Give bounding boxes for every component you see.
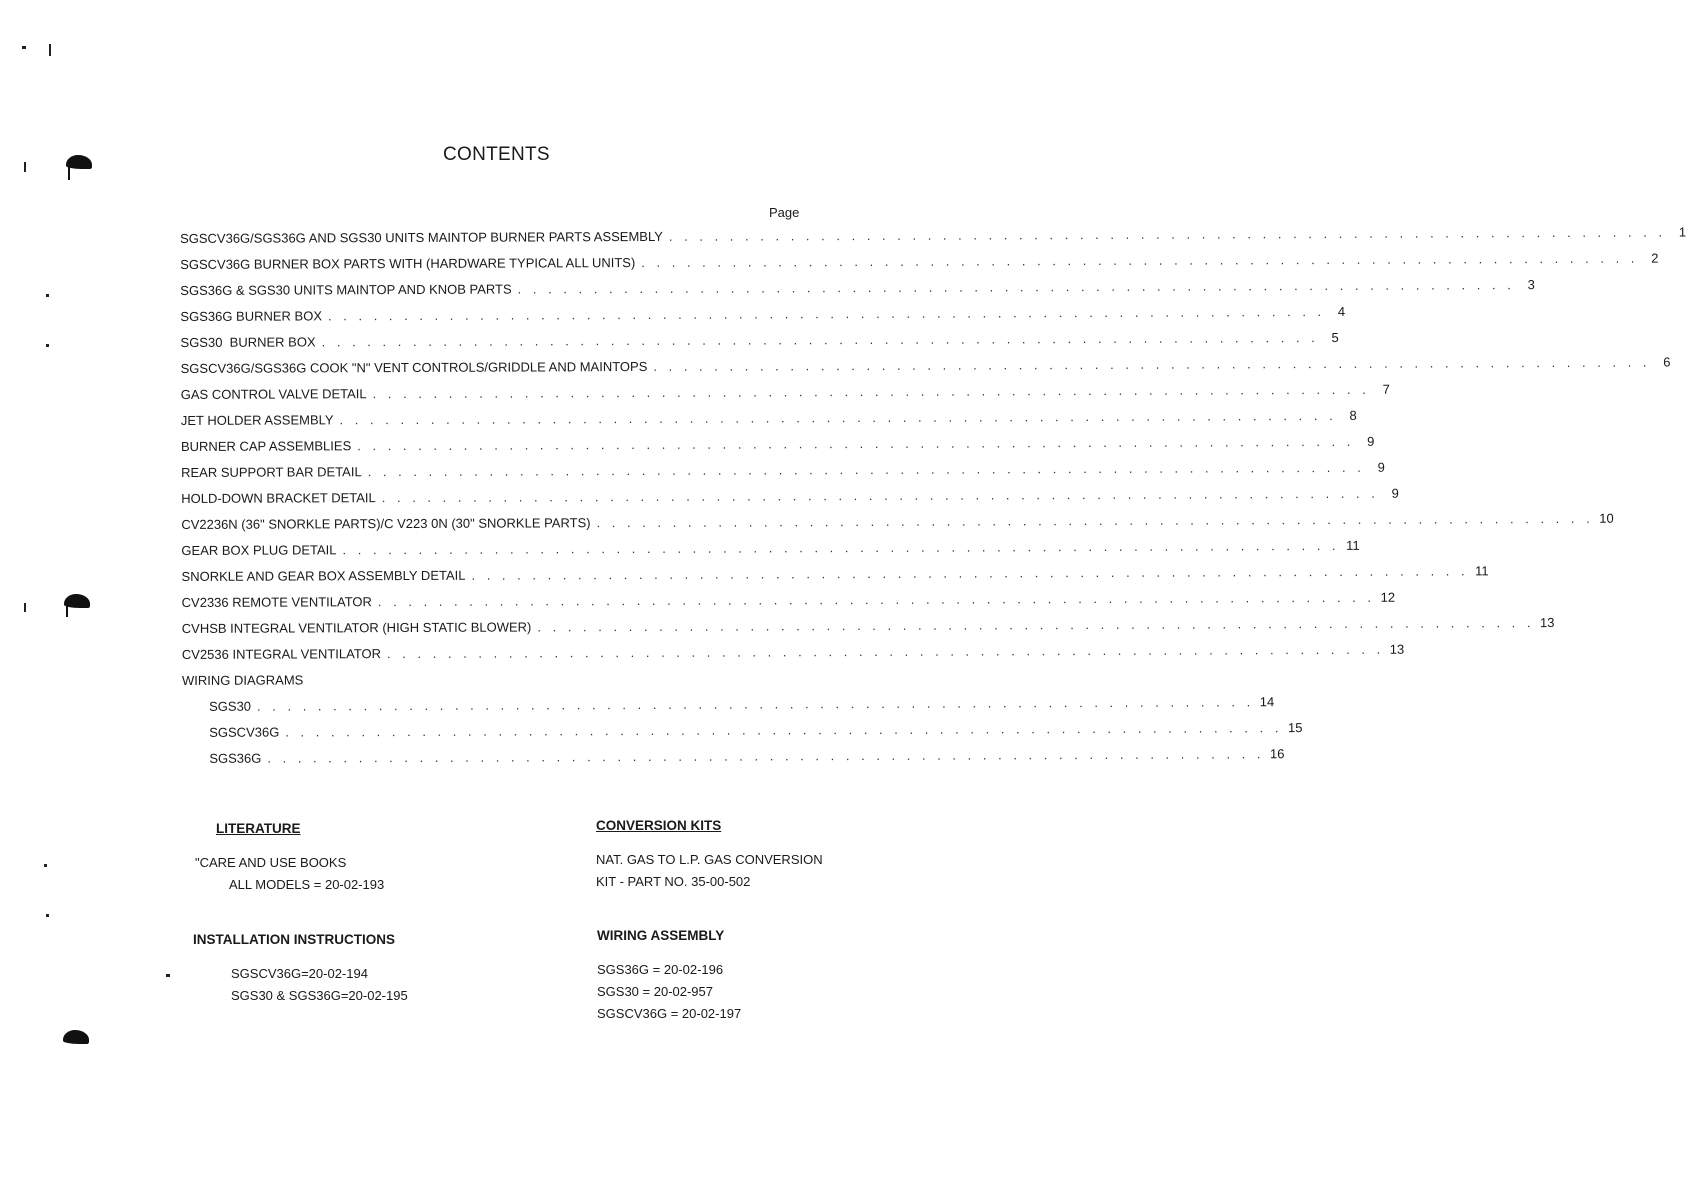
installation-line: SGS30 & SGS36G=20-02-195 bbox=[231, 988, 408, 1003]
binder-hole-mark bbox=[63, 1030, 89, 1044]
scan-mark bbox=[46, 914, 49, 917]
toc-entry-label: CV2336 REMOTE VENTILATOR bbox=[181, 594, 372, 610]
scan-mark bbox=[22, 46, 26, 49]
toc-entry-label: SGS30 BURNER BOX bbox=[180, 334, 316, 350]
toc-entry-label: SGS36G bbox=[209, 750, 262, 766]
toc-entry bbox=[181, 535, 1360, 564]
toc-entry-page: 5 bbox=[1331, 329, 1339, 345]
toc-entry bbox=[180, 431, 1375, 460]
toc-leader-dots: . . . . . . . . . . . . . . . . . . . . . . . . . . . . . . . . . . . . . . . . . . . . . . . . . . . . . . . . . . . . . . . . . . bbox=[256, 694, 1255, 714]
literature-line: "CARE AND USE BOOKS bbox=[195, 855, 347, 870]
toc-entry-label: SNORKLE AND GEAR BOX ASSEMBLY DETAIL bbox=[181, 567, 466, 584]
toc-leader-dots: . . . . . . . . . . . . . . . . . . . . . . . . . . . . . . . . . . . . . . . . . . . . . . . . . . . . . . . . . . . . . . . . . . bbox=[321, 330, 1319, 350]
toc-entry bbox=[180, 405, 1357, 434]
binder-hole-mark bbox=[66, 603, 68, 617]
scan-mark bbox=[166, 974, 170, 977]
toc-entry bbox=[180, 379, 1390, 408]
toc-entry bbox=[180, 275, 1535, 304]
table-of-contents bbox=[180, 223, 1687, 772]
toc-entry-label: SGSCV36G/SGS36G COOK "N" VENT CONTROLS/GRIDDLE AND MAINTOPS bbox=[180, 358, 648, 376]
scan-mark bbox=[46, 344, 49, 347]
toc-entry-page: 1 bbox=[1678, 224, 1687, 240]
toc-entry-label: CV2536 INTEGRAL VENTILATOR bbox=[181, 646, 382, 662]
toc-entry-page: 9 bbox=[1377, 459, 1385, 475]
toc-entry-page: 2 bbox=[1651, 250, 1659, 266]
scan-mark bbox=[24, 162, 26, 172]
toc-entry-page: 16 bbox=[1269, 746, 1285, 762]
installation-section bbox=[193, 929, 408, 1007]
toc-entry-label: SGSCV36G/SGS36G AND SGS30 UNITS MAINTOP BURNER PARTS ASSEMBLY bbox=[180, 228, 663, 246]
toc-leader-dots: . . . . . . . . . . . . . . . . . . . . . . . . . . . . . . . . . . . . . . . . . . . . . . . . . . . . . . . . . . . . . . . . . . bbox=[372, 381, 1370, 402]
toc-entry-page: 13 bbox=[1540, 615, 1555, 631]
toc-entry-page: 13 bbox=[1389, 641, 1405, 657]
toc-leader-dots: . . . . . . . . . . . . . . . . . . . . . . . . . . . . . . . . . . . . . . . . . . . . . . . . . . . . . . . . . . . . . . . . . . bbox=[377, 589, 1376, 610]
toc-leader-dots: . . . . . . . . . . . . . . . . . . . . . . . . . . . . . . . . . . . . . . . . . . . . . . . . . . . . . . . . . . . . . . . . . . bbox=[342, 537, 1340, 558]
literature-line: ALL MODELS = 20-02-193 bbox=[229, 877, 385, 892]
toc-entry bbox=[180, 223, 1687, 252]
toc-entry-label: CVHSB INTEGRAL VENTILATOR (HIGH STATIC BLOWER) bbox=[181, 619, 532, 636]
toc-entry bbox=[181, 561, 1489, 590]
toc-entry-page: 11 bbox=[1475, 563, 1489, 579]
toc-entry-page: 4 bbox=[1337, 303, 1346, 319]
toc-entry bbox=[180, 353, 1671, 382]
toc-entry-page: 8 bbox=[1349, 407, 1357, 423]
toc-entry bbox=[181, 639, 1405, 668]
toc-leader-dots: . . . . . . . . . . . . . . . . . . . . . . . . . . . . . . . . . . . . . . . . . . . . . . . . . . . . . . . . . . . . . . . . . . bbox=[367, 459, 1365, 480]
toc-entry-page: 10 bbox=[1599, 510, 1614, 526]
toc-leader-dots: . . . . . . . . . . . . . . . . . . . . . . . . . . . . . . . . . . . . . . . . . . . . . . . . . . . . . . . . . . . . . . . . . . bbox=[471, 563, 1469, 583]
page-title: CONTENTS bbox=[443, 144, 550, 165]
toc-entry-page: 9 bbox=[1391, 485, 1399, 501]
toc-leader-dots: . . . . . . . . . . . . . . . . . . . . . . . . . . . . . . . . . . . . . . . . . . . . . . . . . . . . . . . . . . . . . . . . . . bbox=[387, 641, 1385, 662]
toc-entry-label: SGS36G BURNER BOX bbox=[180, 308, 323, 324]
toc-entry bbox=[181, 457, 1385, 486]
page-column-header: Page bbox=[769, 205, 800, 220]
toc-leader-dots: . . . . . . . . . . . . . . . . . . . . . . . . . . . . . . . . . . . . . . . . . . . . . . . . . . . . . . . . . . . . . . . . . . bbox=[653, 354, 1651, 374]
toc-entry bbox=[182, 717, 1303, 746]
toc-entry-label: JET HOLDER ASSEMBLY bbox=[180, 412, 334, 428]
toc-entry-label: SGS30 bbox=[209, 698, 252, 714]
toc-entry-page: 7 bbox=[1382, 381, 1390, 397]
toc-entry-label: BURNER CAP ASSEMBLIES bbox=[180, 438, 352, 454]
conversion-kits-section bbox=[596, 815, 823, 893]
toc-entry-label: SGS36G & SGS30 UNITS MAINTOP AND KNOB PARTS bbox=[180, 281, 512, 298]
literature-section bbox=[195, 818, 384, 896]
wiring-assembly-section bbox=[597, 925, 741, 1025]
toc-leader-dots: . . . . . . . . . . . . . . . . . . . . . . . . . . . . . . . . . . . . . . . . . . . . . . . . . . . . . . . . . . . . . . . . . . bbox=[357, 433, 1355, 454]
toc-entry-page: 6 bbox=[1663, 354, 1671, 370]
toc-leader-dots: . . . . . . . . . . . . . . . . . . . . . . . . . . . . . . . . . . . . . . . . . . . . . . . . . . . . . . . . . . . . . . . . . . bbox=[267, 746, 1265, 766]
toc-entry bbox=[181, 613, 1555, 642]
toc-entry-page: 11 bbox=[1346, 537, 1360, 553]
toc-entry-label: GAS CONTROL VALVE DETAIL bbox=[180, 386, 367, 402]
conversion-kits-line: NAT. GAS TO L.P. GAS CONVERSION bbox=[596, 852, 823, 867]
toc-entry bbox=[180, 249, 1659, 278]
toc-entry bbox=[180, 301, 1346, 330]
scan-mark bbox=[46, 294, 49, 297]
toc-entry-page: 15 bbox=[1287, 720, 1303, 736]
toc-entry bbox=[182, 743, 1285, 772]
scan-mark bbox=[49, 44, 51, 56]
wiring-assembly-line: SGS36G = 20-02-196 bbox=[597, 962, 724, 977]
toc-leader-dots: . . . . . . . . . . . . . . . . . . . . . . . . . . . . . . . . . . . . . . . . . . . . . . . . . . . . . . . . . . . . . . . . . . bbox=[668, 224, 1667, 244]
scan-mark bbox=[24, 603, 26, 612]
toc-entry-page: 14 bbox=[1259, 694, 1275, 710]
toc-leader-dots: . . . . . . . . . . . . . . . . . . . . . . . . . . . . . . . . . . . . . . . . . . . . . . . . . . . . . . . . . . . . . . . . . . bbox=[339, 407, 1337, 428]
toc-entry bbox=[181, 587, 1396, 616]
wiring-assembly-line: SGS30 = 20-02-957 bbox=[597, 984, 713, 999]
toc-leader-dots: . . . . . . . . . . . . . . . . . . . . . . . . . . . . . . . . . . . . . . . . . . . . . . . . . . . . . . . . . . . . . . . . . . bbox=[327, 304, 1326, 324]
conversion-kits-heading: CONVERSION KITS bbox=[596, 818, 722, 833]
toc-entry-label: GEAR BOX PLUG DETAIL bbox=[181, 542, 337, 558]
binder-hole-mark bbox=[68, 166, 70, 180]
scan-mark bbox=[44, 864, 47, 867]
toc-entry-page: 12 bbox=[1380, 589, 1396, 605]
toc-entry-page: 3 bbox=[1527, 277, 1535, 293]
literature-heading: LITERATURE bbox=[216, 821, 301, 836]
toc-group-heading bbox=[182, 665, 804, 694]
toc-leader-dots: . . . . . . . . . . . . . . . . . . . . . . . . . . . . . . . . . . . . . . . . . . . . . . . . . . . . . . . . . . . . . . . . . . bbox=[641, 250, 1639, 270]
toc-entry-label: HOLD-DOWN BRACKET DETAIL bbox=[181, 490, 376, 506]
toc-entry-label: SGSCV36G bbox=[209, 724, 280, 740]
toc-entry bbox=[180, 327, 1339, 356]
toc-leader-dots: . . . . . . . . . . . . . . . . . . . . . . . . . . . . . . . . . . . . . . . . . . . . . . . . . . . . . . . . . . . . . . . . . . bbox=[517, 277, 1515, 297]
toc-leader-dots: . . . . . . . . . . . . . . . . . . . . . . . . . . . . . . . . . . . . . . . . . . . . . . . . . . . . . . . . . . . . . . . . . . bbox=[596, 510, 1594, 531]
wiring-assembly-heading: WIRING ASSEMBLY bbox=[597, 928, 725, 943]
installation-heading: INSTALLATION INSTRUCTIONS bbox=[193, 932, 395, 947]
toc-leader-dots: . . . . . . . . . . . . . . . . . . . . . . . . . . . . . . . . . . . . . . . . . . . . . . . . . . . . . . . . . . . . . . . . . . bbox=[381, 485, 1379, 506]
wiring-assembly-line: SGSCV36G = 20-02-197 bbox=[597, 1006, 742, 1021]
installation-line: SGSCV36G=20-02-194 bbox=[231, 966, 368, 981]
toc-leader-dots: . . . . . . . . . . . . . . . . . . . . . . . . . . . . . . . . . . . . . . . . . . . . . . . . . . . . . . . . . . . . . . . . . . bbox=[537, 615, 1535, 635]
toc-entry-label: SGSCV36G BURNER BOX PARTS WITH (HARDWARE TYPICAL ALL UNITS) bbox=[180, 255, 636, 272]
toc-leader-dots: . . . . . . . . . . . . . . . . . . . . . . . . . . . . . . . . . . . . . . . . . . . . . . . . . . . . . . . . . . . . . . . . . . bbox=[285, 720, 1283, 740]
wiring-diagrams-heading: WIRING DIAGRAMS bbox=[181, 672, 304, 688]
toc-entry bbox=[181, 483, 1399, 512]
toc-entry bbox=[182, 691, 1275, 720]
toc-entry bbox=[181, 509, 1614, 538]
conversion-kits-line: KIT - PART NO. 35-00-502 bbox=[596, 874, 751, 889]
toc-entry-page: 9 bbox=[1367, 433, 1375, 449]
toc-entry-label: REAR SUPPORT BAR DETAIL bbox=[181, 464, 362, 480]
toc-entry-label: CV2236N (36" SNORKLE PARTS)/C V223 0N (30" SNORKLE PARTS) bbox=[181, 515, 591, 532]
